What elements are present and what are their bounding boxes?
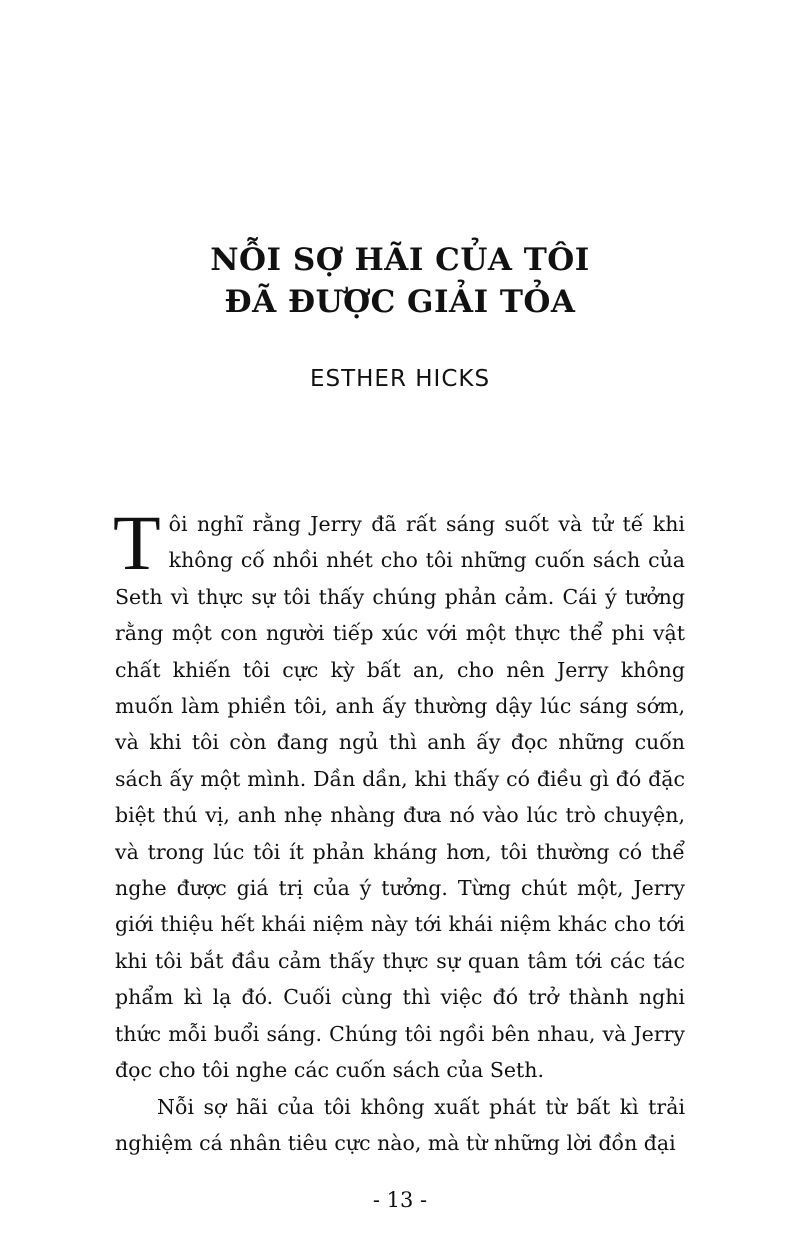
drop-cap: T xyxy=(113,499,161,586)
chapter-title-line-1: NỖI SỢ HÃI CỦA TÔI xyxy=(210,241,590,278)
paragraph-2: Nỗi sợ hãi của tôi không xuất phát từ bất kì trải nghiệm cá nhân tiêu cực nào, mà từ những lời đồn đại xyxy=(115,1094,685,1155)
paragraph-1 xyxy=(113,499,685,1089)
page-number: - 13 - xyxy=(372,1188,428,1212)
chapter-title-line-2: ĐÃ ĐƯỢC GIẢI TỎA xyxy=(224,283,576,320)
author-name: ESTHER HICKS xyxy=(309,366,491,392)
chapter-title xyxy=(0,239,800,323)
paragraph-1-text: ôi nghĩ rằng Jerry đã rất sáng suốt và tử tế khi không cố nhồi nhét cho tôi những cuốn sách của Seth vì thực sự tôi thấy chúng phản cảm. Cái ý tưởng rằng một con người tiếp xúc với một thực thể phi vật chất khiến tôi cực kỳ bất an, cho nên Jerry không muốn làm phiền tôi, anh ấy thường dậy lúc sáng sớm, và khi tôi còn đang ngủ thì anh ấy đọc những cuốn sách ấy một mình. Dần dần, khi thấy có điều gì đó đặc biệt thú vị, anh nhẹ nhàng đưa nó vào lúc trò chuyện, và trong lúc tôi ít phản kháng hơn, tôi thường có thể nghe được giá trị của ý tưởng. Từng chút một, Jerry giới thiệu hết khái niệm này tới khái niệm khác cho tới khi tôi bắt đầu cảm thấy thực sự quan tâm tới các tác phẩm kì lạ đó. Cuối cùng thì việc đó trở thành nghi thức mỗi buổi sáng. Chúng tôi ngồi bên nhau, và Jerry đọc cho tôi nghe các cuốn sách của Seth. xyxy=(115,512,685,1083)
body-text xyxy=(113,499,685,1161)
